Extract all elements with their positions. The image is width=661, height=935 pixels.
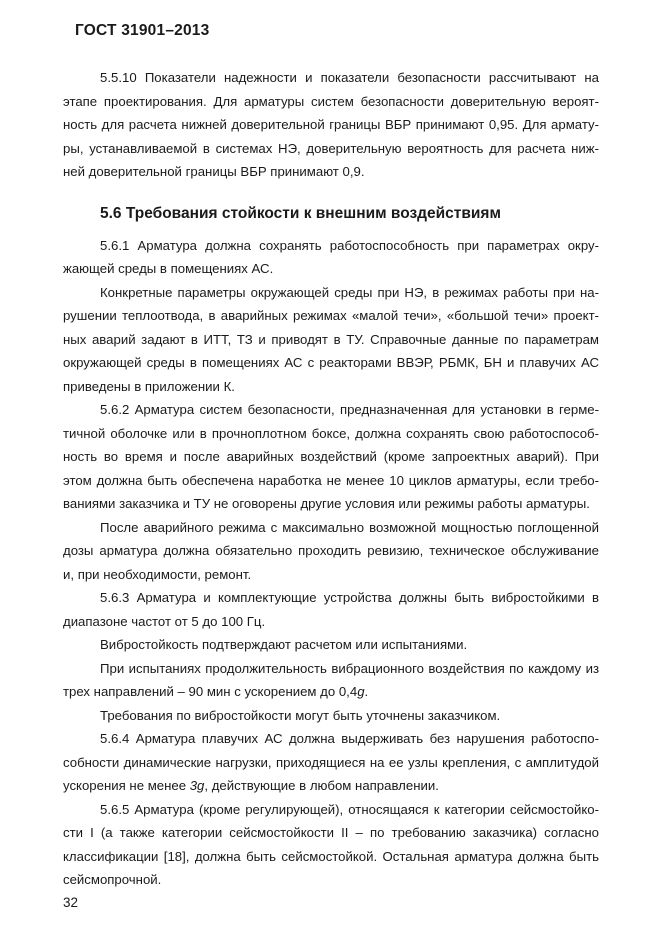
paragraph <box>63 586 599 633</box>
text-line: После аварийного режима с максимально возможной мощностью поглощенной <box>100 519 599 535</box>
paragraph <box>63 281 599 399</box>
text-line: собности динамические нагрузки, приходящиеся на ее узлы крепления, с амплитудой <box>63 754 599 770</box>
text-line: ры, устанавливаемой в системах НЭ, доверительную вероятность для расчета ниж- <box>63 140 599 156</box>
text-line: Требования по вибростойкости могут быть уточнены заказчиком. <box>100 707 501 723</box>
paragraph <box>63 66 599 184</box>
text-line: Вибростойкость подтверждают расчетом или испытаниями. <box>100 637 468 652</box>
text-line: тичной оболочке или в прочноплотном боксе, должна сохранять свою работоспособ- <box>63 425 599 441</box>
paragraph <box>63 727 599 798</box>
text-line: приведены в приложении К. <box>63 378 235 394</box>
text-line: 5.6.1 Арматура должна сохранять работоспособность при параметрах окру- <box>100 237 599 253</box>
text-line: этом должна быть обеспечена наработка не менее 10 циклов арматуры, если требо- <box>63 472 599 488</box>
text-line: 5.6.3 Арматура и комплектующие устройства должны быть вибростойкими в <box>100 590 599 605</box>
text-line: дозы арматура должна обязательно проходить ревизию, техническое обслуживание <box>63 543 599 558</box>
text-line: 5.5.10 Показатели надежности и показатели безопасности рассчитывают на <box>100 70 599 85</box>
italic-text: g <box>357 684 365 699</box>
text-line: 5.6.2 Арматура систем безопасности, предназначенная для установки в герме- <box>100 402 599 417</box>
text-line: сейсмопрочной. <box>63 872 162 887</box>
paragraph <box>63 633 599 657</box>
paragraph <box>63 657 599 704</box>
text-line: Конкретные параметры окружающей среды при НЭ, в режимах работы при на- <box>100 284 599 300</box>
text-line: диапазоне частот от 5 до 100 Гц. <box>63 613 266 629</box>
italic-text: 3g <box>189 778 205 793</box>
paragraph <box>63 398 599 516</box>
text-line: 5.6.5 Арматура (кроме регулирующей), относящаяся к категории сейсмостойко- <box>100 801 599 817</box>
text-line: ность во время и после аварийных воздействий (кроме запроектных аварий). При <box>63 449 599 464</box>
paragraph <box>63 798 599 892</box>
text-line: При испытаниях продолжительность вибрационного воздействия по каждому из <box>100 660 599 676</box>
text-line: сти I (а также категории сейсмостойкости II – по требованию заказчика) согласно <box>63 825 599 840</box>
text-line: жающей среды в помещениях АС. <box>63 261 274 276</box>
text-line: ваниями заказчика и ТУ не оговорены другие условия или режимы работы арматуры. <box>63 496 590 511</box>
section-heading: 5.6 Требования стойкости к внешним воздействиям <box>100 204 501 222</box>
text-line: 5.6.4 Арматура плавучих АС должна выдерживать без нарушения работоспо- <box>100 731 599 746</box>
text-line: и, при необходимости, ремонт. <box>63 566 252 582</box>
paragraph <box>63 704 599 728</box>
running-header: ГОСТ 31901–2013 <box>75 22 210 39</box>
text-line: этапе проектирования. Для арматуры систем безопасности доверительную вероят- <box>63 93 599 109</box>
text-line: классификации [18], должна быть сейсмостойкой. Остальная арматура должна быть <box>63 848 599 864</box>
page-number: 32 <box>63 895 79 910</box>
paragraph <box>63 234 599 281</box>
text-line: ность для расчета нижней доверительной границы ВБР принимают 0,95. Для армату- <box>63 117 599 132</box>
text-line: рушении теплоотвода, в аварийных режимах «малой течи», «большой течи» проект- <box>63 308 599 323</box>
paragraph <box>63 516 599 587</box>
text-line: ных аварий задают в ИТТ, ТЗ и приводят в ТУ. Справочные данные по параметрам <box>63 331 599 347</box>
text-line: окружающей среды в помещениях АС с реакторами ВВЭР, РБМК, БН и плавучих АС <box>63 355 599 370</box>
text-line: ускорения не менее 3g, действующие в любом направлении. <box>63 778 439 793</box>
text-content <box>63 66 599 892</box>
text-line: ней доверительной границы ВБР принимают 0,9. <box>63 164 365 179</box>
text-line: трех направлений – 90 мин с ускорением до 0,4g. <box>63 684 369 699</box>
